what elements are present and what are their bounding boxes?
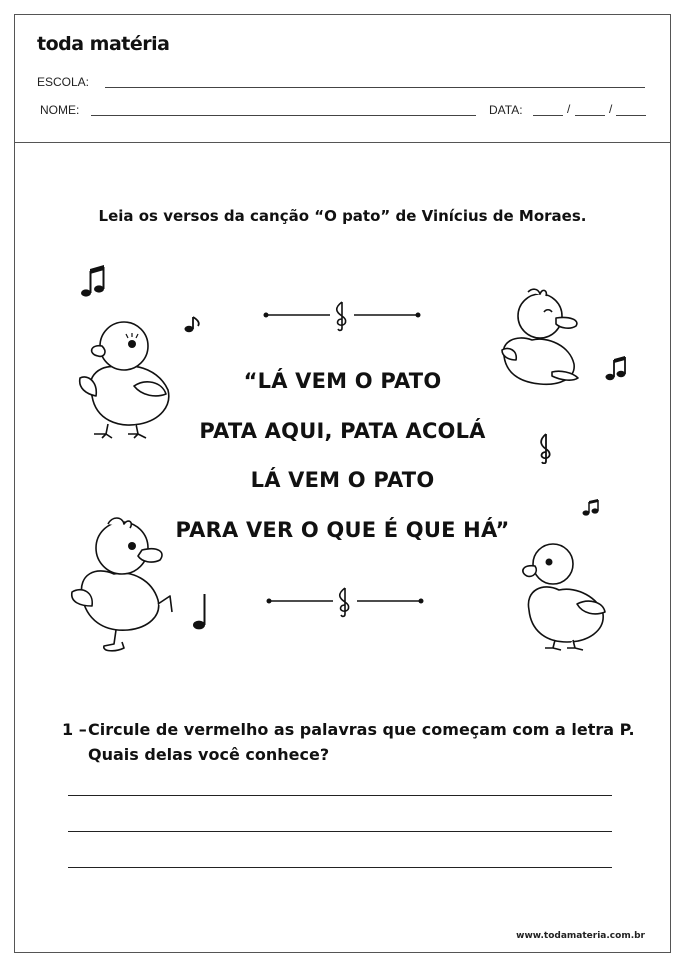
school-label: ESCOLA:: [37, 75, 90, 89]
eighth-note-icon: [184, 316, 204, 334]
question-number: 1 –: [62, 720, 87, 739]
name-field[interactable]: [91, 115, 476, 116]
duck-illustration: [68, 512, 180, 656]
treble-clef-icon: [535, 432, 557, 464]
date-label: DATA:: [489, 103, 523, 117]
quarter-note-icon: [192, 592, 210, 632]
school-field[interactable]: [105, 87, 645, 88]
question-line-2: Quais delas você conhece?: [88, 745, 330, 764]
answer-line[interactable]: [68, 867, 612, 868]
brand-logo: toda matéria: [37, 33, 170, 55]
name-label: NOME:: [40, 103, 80, 117]
beamed-note-icon: [582, 499, 600, 517]
verse-line-3: LÁ VEM O PATO: [250, 468, 435, 492]
clef-divider-bottom: [265, 584, 425, 618]
date-day-field[interactable]: [533, 115, 563, 116]
date-separator: /: [609, 102, 613, 116]
date-separator: /: [567, 102, 571, 116]
duck-illustration: [72, 316, 177, 440]
question-line-1: Circule de vermelho as palavras que começam com a letra P.: [88, 720, 635, 739]
duck-illustration: [517, 540, 607, 652]
date-month-field[interactable]: [575, 115, 605, 116]
answer-line[interactable]: [68, 795, 612, 796]
verse-line-4: PARA VER O QUE É QUE HÁ”: [175, 518, 510, 542]
beamed-note-icon: [80, 265, 106, 299]
verse-line-1: “LÁ VEM O PATO: [243, 369, 442, 393]
footer-url: www.todamateria.com.br: [516, 931, 645, 941]
beamed-note-icon: [605, 356, 627, 382]
intro-text: Leia os versos da canção “O pato” de Vinícius de Moraes.: [98, 207, 587, 225]
duck-illustration: [498, 286, 586, 390]
question-1: [62, 717, 635, 767]
header-separator: [14, 142, 671, 143]
answer-line[interactable]: [68, 831, 612, 832]
verse-line-2: PATA AQUI, PATA ACOLÁ: [199, 419, 486, 443]
date-year-field[interactable]: [616, 115, 646, 116]
clef-divider-top: [262, 298, 422, 332]
